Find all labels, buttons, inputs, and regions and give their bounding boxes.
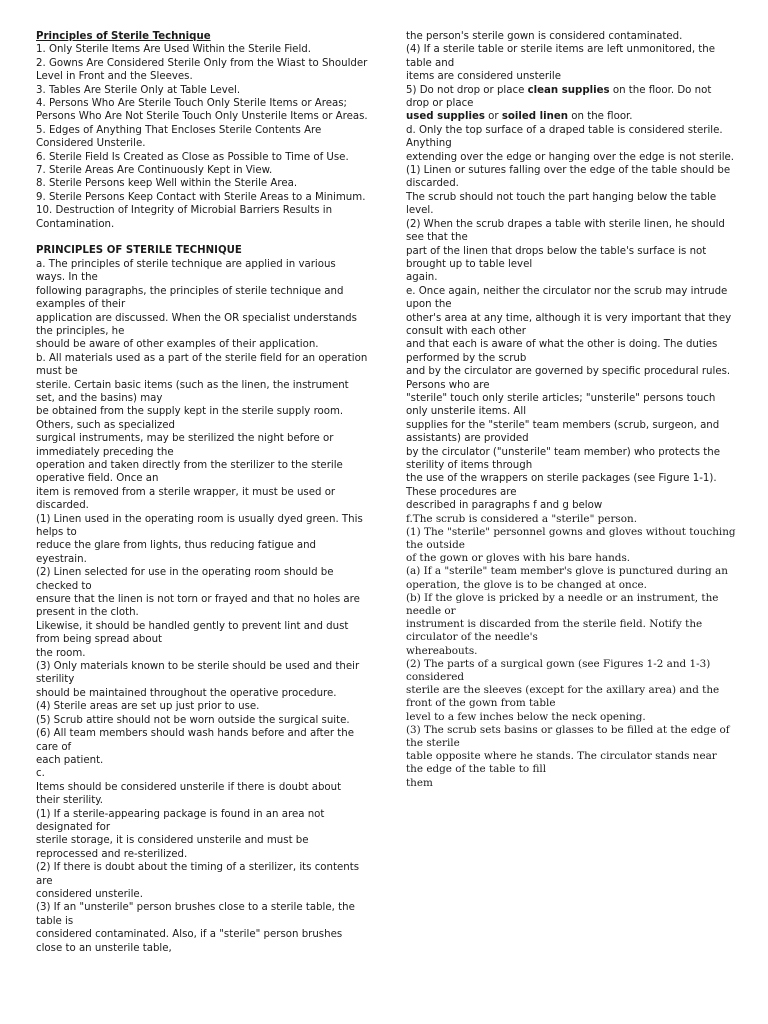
- list-item: 4. Persons Who Are Sterile Touch Only Sterile Items or Areas; Persons Who Are Not Sterile Touch Only Unsterile Items or Areas.: [36, 98, 368, 123]
- text-line: extending over the edge or hanging over the edge is not sterile.: [406, 151, 735, 163]
- text-line: Items should be considered unsterile if there is doubt about their sterility.: [36, 781, 342, 807]
- text-line: (3) The scrub sets basins or glasses to be filled at the edge of the sterile: [406, 723, 730, 750]
- text-run: on the floor.: [568, 111, 633, 123]
- list-item: 3. Tables Are Sterile Only at Table Level.: [36, 84, 241, 96]
- text-line: them: [406, 776, 433, 789]
- text-line: considered unsterile.: [36, 888, 143, 900]
- left-column: [36, 30, 368, 955]
- text-line: again.: [406, 272, 438, 284]
- list-item: 8. Sterile Persons keep Well within the Sterile Area.: [36, 178, 298, 190]
- bold-term-clean-supplies: clean supplies: [527, 84, 610, 96]
- text-line: by the circulator ("unsterile" team member) who protects the sterility of items through: [406, 446, 721, 471]
- text-line: b. All materials used as a part of the sterile field for an operation must be: [36, 352, 368, 378]
- text-line: sterile storage, it is considered unsterile and must be: [36, 835, 309, 847]
- list-item: 1. Only Sterile Items Are Used Within the Sterile Field.: [36, 44, 311, 56]
- text-line: and by the circulator are governed by specific procedural rules. Persons who are: [406, 366, 731, 391]
- text-line: (a) If a "sterile" team member's glove is punctured during an operation, the glove is to be changed at once.: [406, 565, 728, 591]
- principles-list: [36, 43, 368, 231]
- text-line: f.The scrub is considered a "sterile" person.: [406, 512, 637, 525]
- text-line: a. The principles of sterile technique are applied in various ways. In the: [36, 258, 336, 284]
- text-line: (3) If an "unsterile" person brushes close to a sterile table, the table is: [36, 902, 355, 927]
- text-line: should be aware of other examples of their application.: [36, 339, 319, 351]
- list-item: 10. Destruction of Integrity of Microbial Barriers Results in Contamination.: [36, 205, 333, 230]
- text-line: the use of the wrappers on sterile packages (see Figure 1-1). These procedures are: [406, 473, 717, 498]
- text-line: table opposite where he stands. The circulator stands near the edge of the table to fill: [406, 750, 717, 776]
- text-line: the person's sterile gown is considered contaminated.: [406, 31, 683, 42]
- text-line: (2) If there is doubt about the timing of a sterilizer, its contents are: [36, 862, 360, 887]
- text-line: d. Only the top surface of a draped table is considered sterile. Anything: [406, 124, 723, 150]
- text-line: (2) When the scrub drapes a table with sterile linen, he should see that the: [406, 218, 725, 244]
- list-item: 7. Sterile Areas Are Continuously Kept in View.: [36, 165, 273, 177]
- text-line: "sterile" touch only sterile articles; "unsterile" persons touch only unsterile items. All: [406, 392, 716, 418]
- text-line: surgical instruments, may be sterilized the night before or immediately preceding the: [36, 433, 334, 458]
- text-line: (2) The parts of a surgical gown (see Figures 1-2 and 1-3) considered: [406, 657, 711, 684]
- text-line: and that each is aware of what the other is doing. The duties performed by the scrub: [406, 339, 718, 364]
- section-heading: PRINCIPLES OF STERILE TECHNIQUE: [36, 245, 242, 257]
- text-line: (4) If a sterile table or sterile items are left unmonitored, the table and: [406, 44, 716, 69]
- text-line: Likewise, it should be handled gently to prevent lint and dust from being spread about: [36, 620, 349, 646]
- text-line: following paragraphs, the principles of sterile technique and examples of their: [36, 285, 344, 311]
- text-line: e. Once again, neither the circulator nor the scrub may intrude upon the: [406, 285, 728, 311]
- list-item: 9. Sterile Persons Keep Contact with Sterile Areas to a Minimum.: [36, 191, 366, 203]
- bold-term-used-supplies: used supplies: [406, 111, 485, 123]
- text-line: (b) If the glove is pricked by a needle or an instrument, the needle or: [406, 591, 719, 618]
- text-line: considered contaminated. Also, if a "sterile" person brushes close to an unsterile table,: [36, 929, 343, 954]
- list-item: 2. Gowns Are Considered Sterile Only from the Wiast to Shoulder Level in Front and the Sleeves.: [36, 57, 368, 83]
- text-line: (1) If a sterile-appearing package is found in an area not designated for: [36, 808, 325, 833]
- text-line: (1) The "sterile" personnel gowns and gloves without touching the outside: [406, 525, 736, 552]
- text-line: operation and taken directly from the sterilizer to the sterile operative field. Once an: [36, 459, 343, 485]
- text-line: (3) Only materials known to be sterile should be used and their sterility: [36, 661, 360, 686]
- text-line: the room.: [36, 647, 86, 659]
- right-column: [406, 30, 736, 790]
- text-line: (1) Linen or sutures falling over the edge of the table should be discarded.: [406, 165, 731, 190]
- text-line: sterile are the sleeves (except for the axillary area) and the front of the gown from table: [406, 684, 720, 710]
- text-line: (5) Scrub attire should not be worn outside the surgical suite.: [36, 714, 350, 726]
- text-line: application are discussed. When the OR specialist understands the principles, he: [36, 312, 357, 337]
- text-run: or: [484, 111, 502, 123]
- text-line: other's area at any time, although it is very important that they consult with each other: [406, 312, 732, 337]
- list-item: 5. Edges of Anything That Encloses Sterile Contents Are Considered Unsterile.: [36, 124, 322, 150]
- text-line: (2) Linen selected for use in the operating room should be checked to: [36, 567, 334, 592]
- text-line: (1) Linen used in the operating room is usually dyed green. This helps to: [36, 513, 363, 539]
- text-run: 5) Do not drop or place: [406, 84, 528, 96]
- text-line: item is removed from a sterile wrapper, it must be used or discarded.: [36, 486, 336, 512]
- text-line: each patient.: [36, 754, 104, 766]
- text-line: of the gown or gloves with his bare hands.: [406, 552, 631, 565]
- text-line: (4) Sterile areas are set up just prior to use.: [36, 701, 260, 713]
- text-line: part of the linen that drops below the table's surface is not brought up to table level: [406, 245, 707, 270]
- text-line: be obtained from the supply kept in the sterile supply room. Others, such as specialized: [36, 406, 344, 431]
- text-run: on the floor. Do not drop or place: [406, 84, 712, 110]
- text-line: (6) All team members should wash hands before and after the care of: [36, 728, 355, 753]
- text-line: ensure that the linen is not torn or frayed and that no holes are present in the cloth.: [36, 594, 360, 619]
- body-text: [36, 258, 368, 955]
- text-line: reprocessed and re-sterilized.: [36, 848, 188, 860]
- bold-term-soiled-linen: soiled linen: [501, 111, 569, 123]
- text-line: c.: [36, 768, 45, 780]
- text-line: supplies for the "sterile" team members (scrub, surgeon, and assistants) are provided: [406, 419, 720, 445]
- text-line: described in paragraphs f and g below: [406, 500, 603, 512]
- text-line: sterile. Certain basic items (such as the linen, the instrument set, and the basins) may: [36, 379, 349, 404]
- text-line: reduce the glare from lights, thus reducing fatigue and eyestrain.: [36, 540, 316, 565]
- text-line: level to a few inches below the neck opening.: [406, 710, 646, 723]
- text-line: should be maintained throughout the operative procedure.: [36, 687, 337, 699]
- text-line-with-bold: [406, 84, 736, 111]
- text-line: The scrub should not touch the part hanging below the table level.: [406, 191, 717, 217]
- text-line-with-bold: [406, 110, 736, 123]
- text-line: whereabouts.: [406, 644, 478, 657]
- section-title: Principles of Sterile Technique: [36, 31, 211, 42]
- list-item: 6. Sterile Field Is Created as Close as Possible to Time of Use.: [36, 151, 349, 163]
- text-line: items are considered unsterile: [406, 71, 561, 83]
- text-line: instrument is discarded from the sterile field. Notify the circulator of the needle's: [406, 618, 703, 644]
- serif-section: [406, 513, 736, 790]
